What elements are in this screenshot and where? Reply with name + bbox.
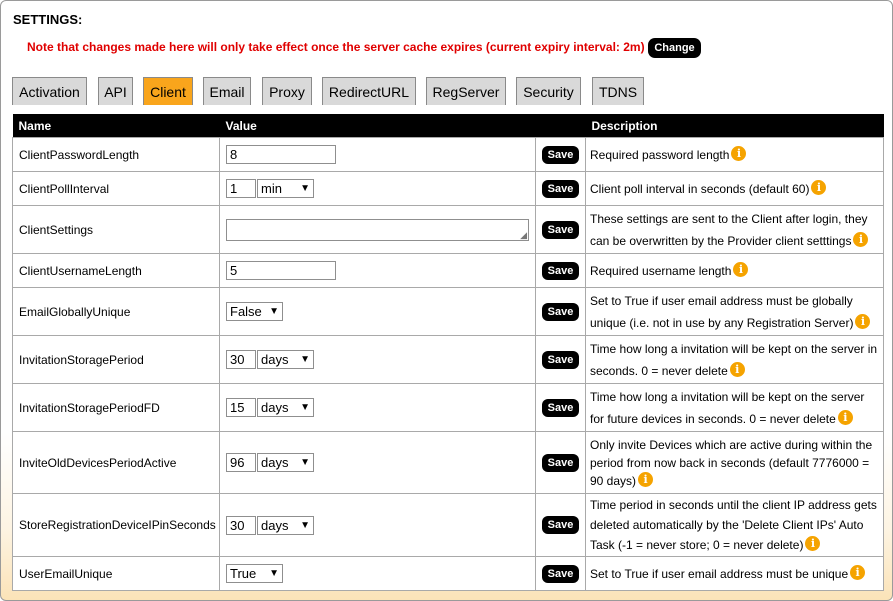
save-cell xyxy=(536,206,586,254)
table-header-row xyxy=(13,114,884,138)
setting-value-cell xyxy=(220,336,536,384)
table-row xyxy=(13,384,884,432)
setting-description xyxy=(586,172,884,206)
description-text: Required password length xyxy=(590,147,730,162)
tab-redirecturl[interactable]: RedirectURL xyxy=(322,77,416,105)
table-row xyxy=(13,336,884,384)
unit-select-value: days xyxy=(261,517,289,533)
setting-value-cell xyxy=(220,494,536,557)
setting-value-input[interactable]: 5 xyxy=(226,261,336,280)
setting-name: ClientPollInterval xyxy=(13,172,220,206)
setting-value-cell xyxy=(220,557,536,591)
table-row xyxy=(13,557,884,591)
tab-regserver[interactable]: RegServer xyxy=(426,77,506,105)
description-text: Only invite Devices which are active during within the period from now back in seconds (default 7776000 = 90 days) xyxy=(590,437,873,488)
tab-email[interactable]: Email xyxy=(203,77,251,105)
chevron-down-icon: ▼ xyxy=(269,306,279,317)
setting-name: ClientPasswordLength xyxy=(13,138,220,172)
description-text: Set to True if user email address must be unique xyxy=(590,566,849,581)
info-icon[interactable]: i xyxy=(638,472,653,487)
info-icon[interactable]: i xyxy=(730,362,745,377)
table-row xyxy=(13,172,884,206)
chevron-down-icon: ▼ xyxy=(300,183,310,194)
setting-value-cell xyxy=(220,254,536,288)
tab-tdns[interactable]: TDNS xyxy=(592,77,644,105)
setting-name: ClientUsernameLength xyxy=(13,254,220,288)
setting-description xyxy=(586,494,884,557)
setting-description xyxy=(586,384,884,432)
setting-value-cell xyxy=(220,172,536,206)
setting-value-cell xyxy=(220,138,536,172)
info-icon[interactable]: i xyxy=(855,314,870,329)
unit-select-value: min xyxy=(261,181,282,196)
save-button[interactable]: Save xyxy=(542,565,579,583)
setting-name: InvitationStoragePeriod xyxy=(13,336,220,384)
column-header-save xyxy=(536,114,586,138)
save-button[interactable]: Save xyxy=(542,180,579,198)
table-row xyxy=(13,432,884,494)
chevron-down-icon: ▼ xyxy=(300,402,310,413)
save-button[interactable]: Save xyxy=(542,303,579,321)
unit-select-value: days xyxy=(261,455,289,470)
settings-table xyxy=(12,114,884,591)
setting-number-input[interactable]: 96 xyxy=(226,453,256,472)
description-text: Required username length xyxy=(590,263,732,278)
table-row xyxy=(13,206,884,254)
setting-value-cell xyxy=(220,288,536,336)
setting-value-cell xyxy=(220,206,536,254)
setting-value-textarea[interactable] xyxy=(226,219,529,241)
setting-name: StoreRegistrationDeviceIPinSeconds xyxy=(13,494,220,557)
save-button[interactable]: Save xyxy=(542,221,579,239)
boolean-select-value: True xyxy=(230,566,257,581)
column-header-name: Name xyxy=(13,114,220,138)
boolean-select-value: False xyxy=(230,304,262,319)
column-header-value: Value xyxy=(220,114,536,138)
table-row xyxy=(13,138,884,172)
description-text: Set to True if user email address must be globally unique (i.e. not in use by any Registration Server) xyxy=(590,293,854,330)
unit-select[interactable] xyxy=(257,453,314,472)
boolean-select[interactable] xyxy=(226,564,283,583)
tab-proxy[interactable]: Proxy xyxy=(262,77,312,105)
setting-description xyxy=(586,557,884,591)
unit-select[interactable] xyxy=(257,398,314,417)
setting-number-input[interactable]: 15 xyxy=(226,398,256,417)
setting-description xyxy=(586,336,884,384)
save-cell xyxy=(536,384,586,432)
save-cell xyxy=(536,138,586,172)
setting-name: InviteOldDevicesPeriodActive xyxy=(13,432,220,494)
info-icon[interactable]: i xyxy=(733,262,748,277)
description-text: Client poll interval in seconds (default 60) xyxy=(590,181,810,196)
unit-select[interactable] xyxy=(257,350,314,369)
save-button[interactable]: Save xyxy=(542,399,579,417)
info-icon[interactable]: i xyxy=(853,232,868,247)
setting-description xyxy=(586,254,884,288)
boolean-select[interactable] xyxy=(226,302,283,321)
info-icon[interactable]: i xyxy=(731,146,746,161)
setting-description xyxy=(586,206,884,254)
setting-value-cell xyxy=(220,432,536,494)
description-text: Time period in seconds until the client IP address gets deleted automatically by the 'Delete Client IPs' Auto Task (-1 = never store; 0 = never delete) xyxy=(590,498,877,552)
page-title: SETTINGS: xyxy=(13,12,83,27)
tab-activation[interactable]: Activation xyxy=(12,77,87,105)
save-cell xyxy=(536,288,586,336)
chevron-down-icon: ▼ xyxy=(300,457,310,468)
unit-select-value: days xyxy=(261,352,289,367)
unit-select[interactable] xyxy=(257,179,314,198)
setting-name: UserEmailUnique xyxy=(13,557,220,591)
setting-number-input[interactable]: 1 xyxy=(226,179,256,198)
setting-number-input[interactable]: 30 xyxy=(226,350,256,369)
save-cell xyxy=(536,557,586,591)
save-cell xyxy=(536,494,586,557)
setting-name: InvitationStoragePeriodFD xyxy=(13,384,220,432)
info-icon[interactable]: i xyxy=(850,565,865,580)
unit-select-value: days xyxy=(261,400,289,415)
save-cell xyxy=(536,336,586,384)
column-header-description: Description xyxy=(586,114,884,138)
setting-description xyxy=(586,138,884,172)
save-button[interactable]: Save xyxy=(542,516,579,534)
chevron-down-icon: ▼ xyxy=(300,354,310,365)
save-button[interactable]: Save xyxy=(542,454,579,472)
chevron-down-icon: ▼ xyxy=(300,519,310,531)
unit-select[interactable] xyxy=(257,516,314,535)
save-cell xyxy=(536,432,586,494)
cache-notice: Note that changes made here will only take effect once the server cache expires (current expiry interval: 2m) xyxy=(27,40,645,54)
setting-description xyxy=(586,288,884,336)
save-cell xyxy=(536,254,586,288)
info-icon[interactable]: i xyxy=(805,536,820,551)
setting-number-input[interactable]: 30 xyxy=(226,516,256,535)
table-row xyxy=(13,494,884,557)
setting-name: EmailGloballyUnique xyxy=(13,288,220,336)
info-icon[interactable]: i xyxy=(838,410,853,425)
resize-grip-icon[interactable]: ◢ xyxy=(520,229,527,240)
chevron-down-icon: ▼ xyxy=(269,568,279,579)
description-text: Time how long a invitation will be kept on the server in seconds. 0 = never delete xyxy=(590,341,878,378)
description-text: These settings are sent to the Client after login, they can be overwritten by the Provider client setttings xyxy=(590,211,868,248)
setting-description xyxy=(586,432,884,494)
table-row xyxy=(13,288,884,336)
description-text: Time how long a invitation will be kept on the server for future devices in seconds. 0 = never delete xyxy=(590,389,865,426)
save-cell xyxy=(536,172,586,206)
change-button[interactable]: Change xyxy=(648,38,701,58)
save-button[interactable]: Save xyxy=(542,262,579,280)
save-button[interactable]: Save xyxy=(542,146,579,164)
tab-api[interactable]: API xyxy=(98,77,133,105)
tab-client[interactable]: Client xyxy=(143,77,193,105)
setting-value-cell xyxy=(220,384,536,432)
table-row xyxy=(13,254,884,288)
info-icon[interactable]: i xyxy=(811,180,826,195)
save-button[interactable]: Save xyxy=(542,351,579,369)
setting-value-input[interactable]: 8 xyxy=(226,145,336,164)
setting-name: ClientSettings xyxy=(13,206,220,254)
tab-security[interactable]: Security xyxy=(516,77,581,105)
